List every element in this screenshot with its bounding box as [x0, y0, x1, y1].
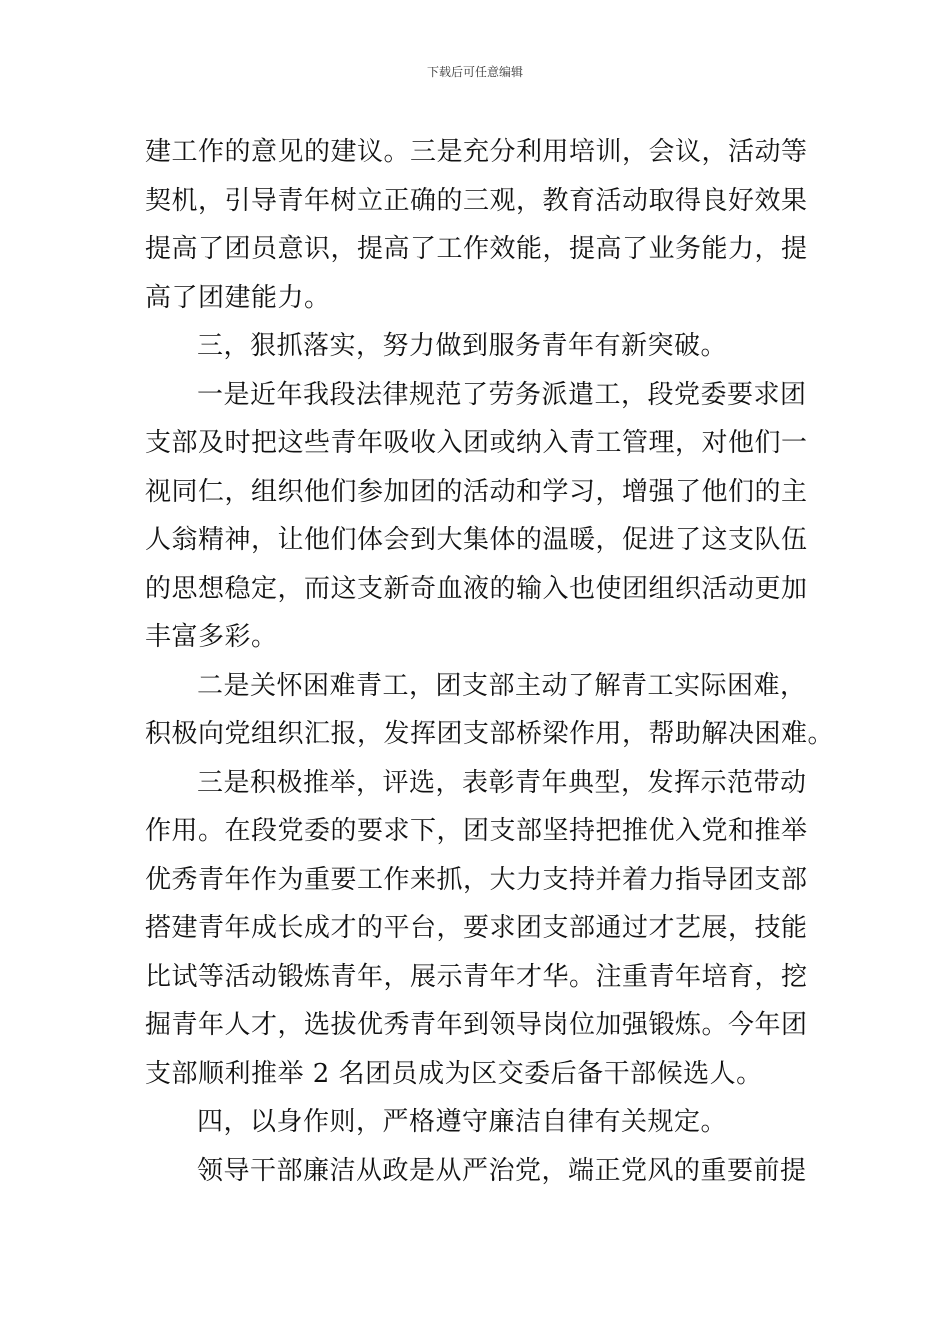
- text-line: 比试等活动锻炼青年，展示青年才华。注重青年培育，挖: [145, 961, 808, 992]
- paragraph-4: [145, 662, 835, 759]
- text-line: 高了团建能力。: [145, 282, 331, 313]
- text-line: 视同仁，组织他们参加团的活动和学习，增强了他们的主: [145, 476, 808, 507]
- text-line: 领导干部廉洁从政是从严治党，端正党风的重要前提: [197, 1155, 807, 1186]
- text-line: 建工作的意见的建议。三是充分利用培训，会议，活动等: [145, 137, 808, 167]
- text-line: 四，以身作则，严格遵守廉洁自律有关规定。: [197, 1107, 728, 1137]
- text-line: 优秀青年作为重要工作来抓，大力支持并着力指导团支部: [145, 864, 808, 895]
- text-line: 二是关怀困难青工，团支部主动了解青工实际困难，: [197, 670, 807, 701]
- document-body: [145, 128, 835, 1195]
- text-line: 的思想稳定，而这支新奇血液的输入也使团组织活动更加: [145, 573, 808, 604]
- text-line: 支部及时把这些青年吸收入团或纳入青工管理，对他们一: [145, 428, 808, 458]
- text-line: 提高了团员意识，提高了工作效能，提高了业务能力，提: [145, 234, 808, 264]
- text-line: 一是近年我段法律规范了劳务派遣工，段党委要求团: [197, 379, 807, 410]
- text-line: 掘青年人才，选拔优秀青年到领导岗位加强锻炼。今年团: [145, 1010, 808, 1040]
- paragraph-1: [145, 128, 810, 322]
- paragraph-3: [145, 371, 810, 662]
- text-line: 三，狠抓落实，努力做到服务青年有新突破。: [197, 331, 728, 361]
- paragraph-7: [145, 1147, 810, 1196]
- text-line: 契机，引导青年树立正确的三观，教育活动取得良好效果: [145, 185, 808, 216]
- page-header: 下载后可任意编辑: [426, 65, 523, 79]
- text-line: 支部顺利推举 2 名团员成为区交委后备干部候选人。: [145, 1058, 763, 1089]
- text-line: 积极向党组织汇报，发挥团支部桥梁作用，帮助解决困难。: [145, 719, 835, 749]
- text-line: 丰富多彩。: [145, 622, 278, 652]
- paragraph-2-section-heading: [145, 322, 810, 371]
- text-line: 人翁精神，让他们体会到大集体的温暖，促进了这支队伍: [145, 525, 808, 555]
- text-line: 作用。在段党委的要求下，团支部坚持把推优入党和推举: [145, 816, 808, 846]
- text-line: 三是积极推举，评选，表彰青年典型，发挥示范带动: [197, 767, 807, 798]
- paragraph-6-section-heading: [145, 1098, 810, 1147]
- paragraph-5: [145, 759, 810, 1099]
- text-line: 搭建青年成长成才的平台，要求团支部通过才艺展，技能: [145, 913, 808, 943]
